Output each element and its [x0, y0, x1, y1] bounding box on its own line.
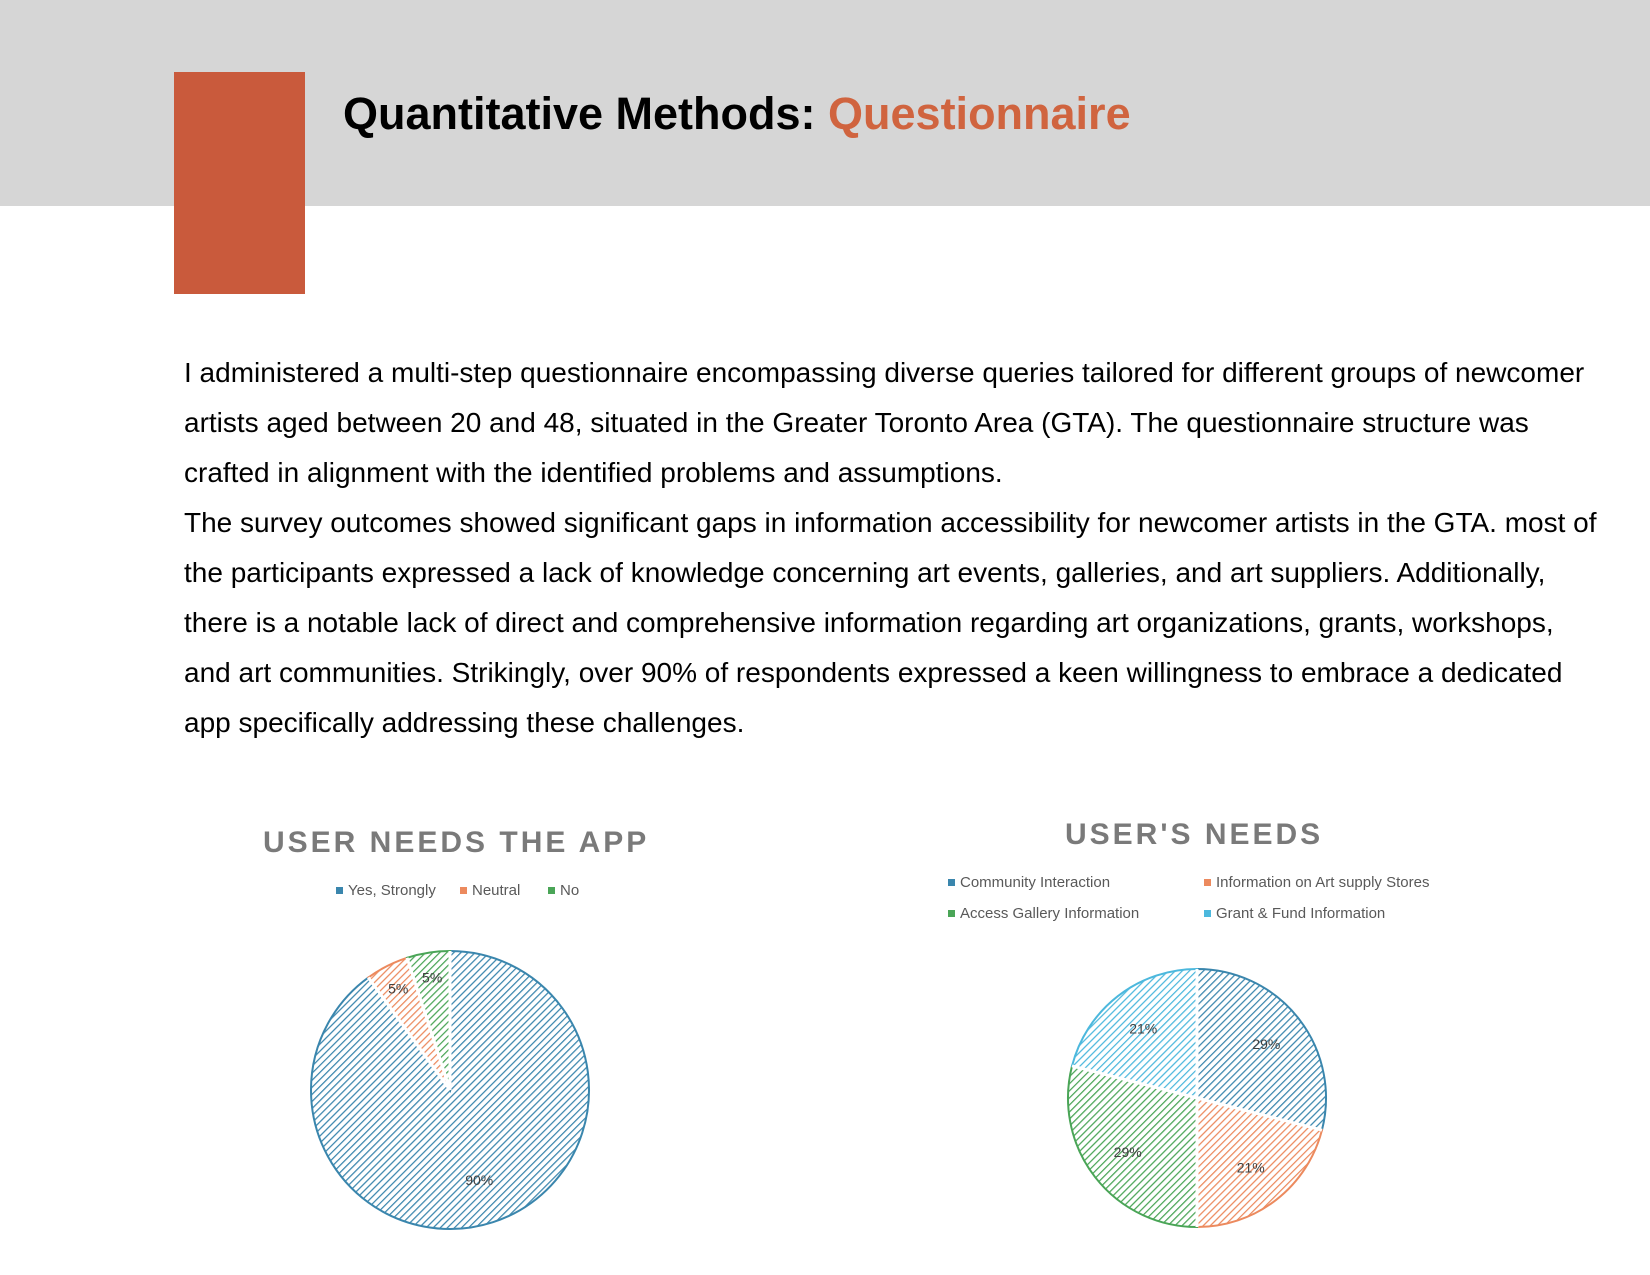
legend-label: Access Gallery Information [960, 905, 1140, 922]
legend-label: Neutral [472, 882, 521, 899]
legend-swatch-icon [1204, 910, 1211, 917]
chart2-title: USER'S NEEDS [1065, 818, 1324, 851]
accent-block [174, 72, 305, 294]
chart1-legend-no [548, 882, 579, 899]
chart1-legend-neutral [460, 882, 520, 899]
chart1-legend-yes [336, 882, 436, 899]
legend-label: Grant & Fund Information [1216, 905, 1386, 922]
legend-label: Community Interaction [960, 874, 1111, 891]
body-text [184, 348, 1604, 748]
data-label: 29% [1252, 1036, 1281, 1053]
chart2-pie [1062, 963, 1332, 1233]
legend-swatch-icon [948, 879, 955, 886]
legend-label: No [560, 882, 580, 899]
legend-label: Information on Art supply Stores [1216, 874, 1430, 891]
legend-swatch-icon [548, 887, 555, 894]
data-label: 90% [465, 1171, 494, 1188]
body-paragraph-2: The survey outcomes showed significant gaps in information accessibility for newcomer artists in the GTA. most of the participants expressed a lack of knowledge concerning art events, galleries, and art suppliers. Additionally, there is a notable lack of direct and comprehensive information regarding art organizations, grants, workshops, and art communities. Strikingly, over 90% of respondents expressed a keen willingness to embrace a dedicated app specifically addressing these challenges. [184, 507, 1597, 738]
chart2-legend-grant [1204, 905, 1385, 922]
data-label: 21% [1129, 1020, 1158, 1037]
data-label: 5% [388, 980, 409, 997]
title-accent: Questionnaire [828, 88, 1131, 139]
data-label: 5% [422, 969, 443, 986]
page-title [343, 88, 1131, 140]
chart2-legend-gallery [948, 905, 1139, 922]
title-prefix: Quantitative Methods: [343, 88, 829, 139]
chart2-legend-community [948, 874, 1110, 891]
legend-swatch-icon [336, 887, 343, 894]
body-paragraph-1: I administered a multi-step questionnaire encompassing diverse queries tailored for different groups of newcomer artists aged between 20 and 48, situated in the Greater Toronto Area (GTA). The questionnaire structure was crafted in alignment with the identified problems and assumptions. [184, 357, 1585, 488]
legend-swatch-icon [460, 887, 467, 894]
data-label: 21% [1236, 1159, 1265, 1176]
chart1-title: USER NEEDS THE APP [263, 826, 650, 859]
legend-swatch-icon [1204, 879, 1211, 886]
legend-swatch-icon [948, 910, 955, 917]
legend-label: Yes, Strongly [348, 882, 436, 899]
chart2-legend-supply [1204, 874, 1429, 891]
chart1-pie [305, 945, 595, 1235]
data-label: 29% [1113, 1143, 1142, 1160]
